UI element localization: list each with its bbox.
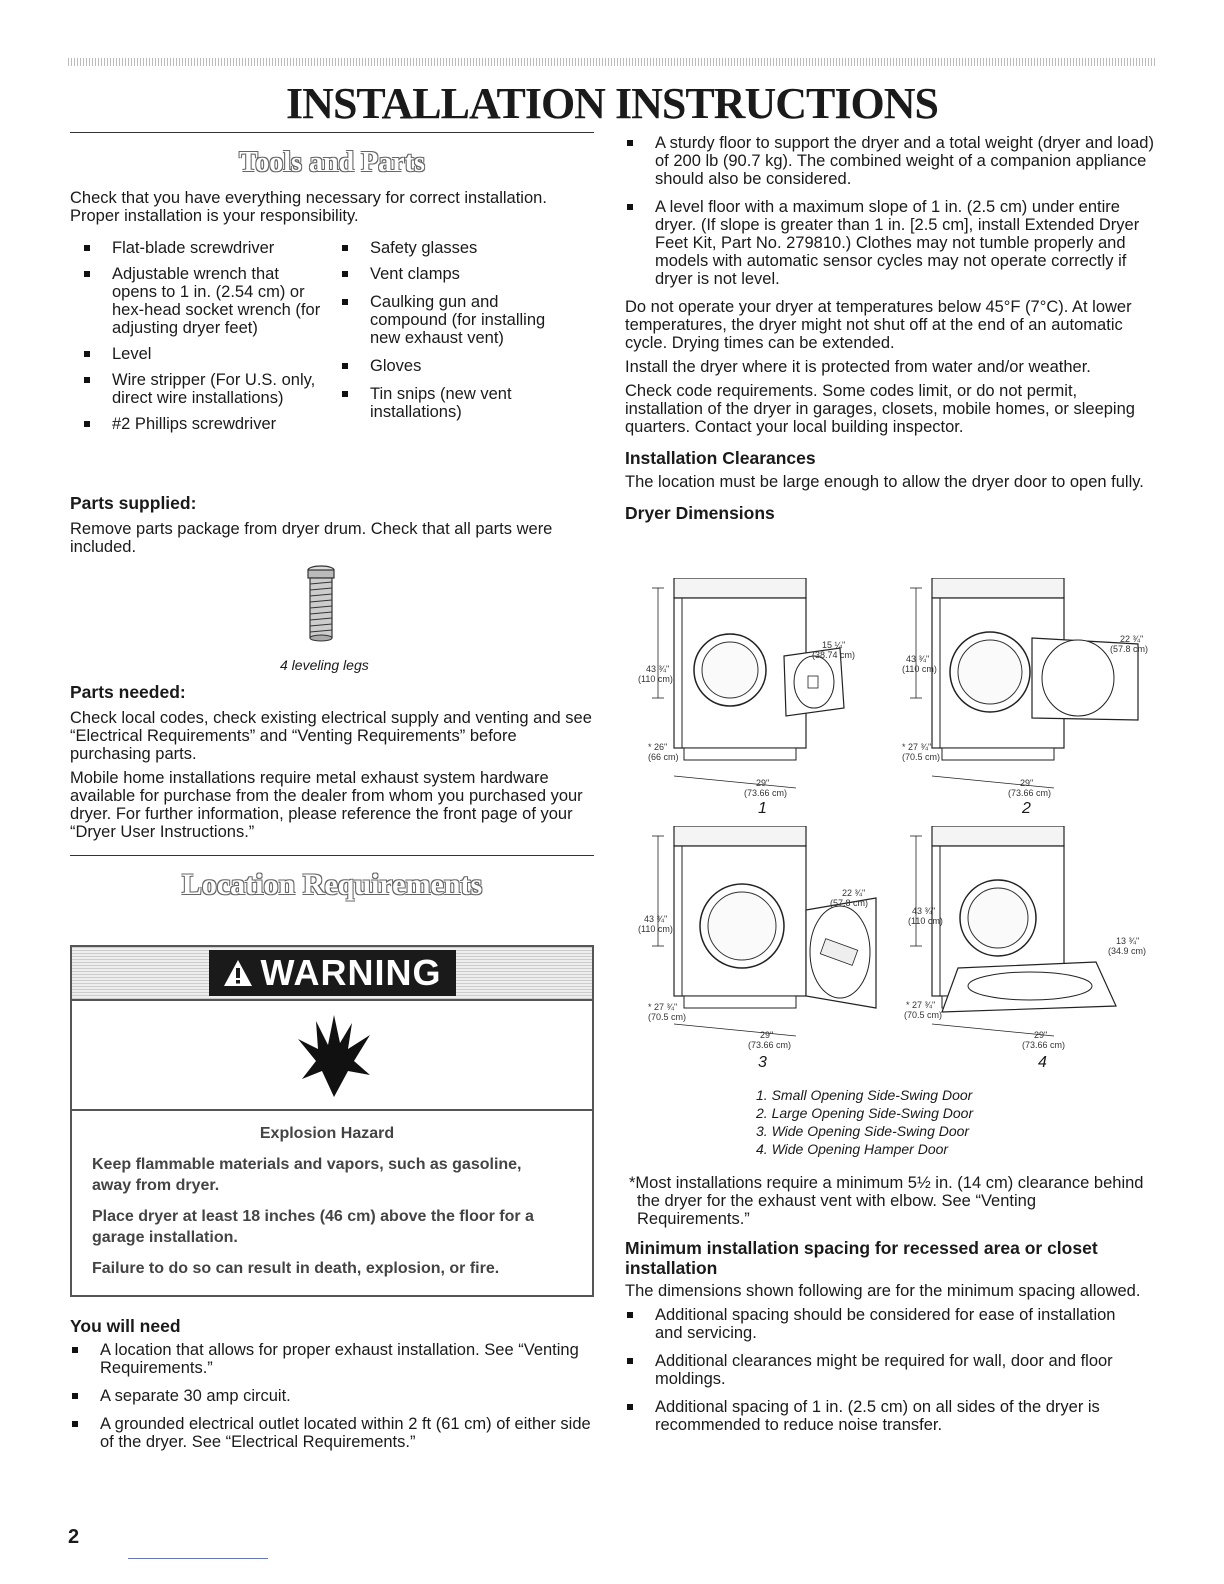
right-column — [625, 134, 1155, 524]
hazard-text — [72, 1111, 592, 1279]
parts-needed-text: Check local codes, check existing electrical supply and venting and see “Electrical Requirements” and “Venting Requirements” before purchasing parts. — [70, 709, 592, 763]
door-label: 22 ¾" — [1120, 634, 1144, 644]
top-rule — [68, 58, 1156, 66]
warning-box — [70, 945, 594, 1297]
list-item: A sturdy floor to support the dryer and a total weight (dryer and load) of 200 lb (90.7 kg). The combined weight of a companion appliance should also be considered. — [625, 134, 1155, 188]
warning-banner — [72, 947, 592, 1001]
list-item: A separate 30 amp circuit. — [70, 1387, 594, 1405]
height-label: 43 ¾" — [644, 914, 668, 924]
hazard-line: Place dryer at least 18 inches (46 cm) above the floor for a garage installation. — [92, 1208, 534, 1246]
legend-item: 4. Wide Opening Hamper Door — [756, 1141, 949, 1157]
list-item: Additional spacing should be considered for ease of installation and servicing. — [625, 1306, 1145, 1342]
location-heading: Location Requirements — [181, 868, 483, 901]
hazard-title: Explosion Hazard — [259, 1125, 395, 1142]
list-item: Additional spacing of 1 in. (2.5 cm) on all sides of the dryer is recommended to reduce noise transfer. — [625, 1398, 1145, 1434]
clearances-heading: Installation Clearances — [625, 448, 816, 468]
dryer-3-drawing — [644, 826, 894, 1041]
legend-item: 1. Small Opening Side-Swing Door — [756, 1087, 973, 1103]
list-item: A level floor with a maximum slope of 1 in. (2.5 cm) under entire dryer. (If slope is greater than 1 in. [2.5 cm], install Extended Dryer Feet Kit, Part No. 279810.) Clothes may not tumble properly and models with automatic sensor cycles may not operate correctly if dryer is not level. — [625, 198, 1155, 288]
door-cm-label: (34.9 cm) — [1108, 946, 1147, 956]
min-spacing-text: The dimensions shown following are for the minimum spacing allowed. — [625, 1282, 1141, 1300]
height-label: 43 ¾" — [906, 654, 930, 664]
width-label: 29" — [1020, 778, 1034, 788]
depth-label: * 27 ¾" — [648, 1002, 678, 1012]
protected-text: Install the dryer where it is protected from water and/or weather. — [625, 358, 1091, 376]
hazard-line: Keep flammable materials and vapors, such as gasoline, away from dryer. — [92, 1156, 522, 1194]
door-label: 13 ¾" — [1116, 936, 1140, 946]
height-cm-label: (110 cm) — [908, 916, 943, 926]
depth-label: * 27 ¾" — [906, 1000, 936, 1010]
page-number: 2 — [68, 1526, 80, 1548]
list-item: #2 Phillips screwdriver — [82, 415, 322, 433]
you-will-need-heading: You will need — [70, 1316, 181, 1336]
list-item: Flat-blade screwdriver — [82, 239, 322, 257]
list-item: Additional clearances might be required for wall, door and floor moldings. — [625, 1352, 1145, 1388]
temperature-text: Do not operate your dryer at temperatures below 45°F (7°C). At lower temperatures, the dryer might not shut off at the end of an automatic cycle. Drying times can be extended. — [625, 298, 1132, 352]
list-item: Tin snips (new vent installations) — [340, 385, 580, 421]
list-item: Gloves — [340, 357, 580, 375]
list-item: Adjustable wrench that opens to 1 in. (2.54 cm) or hex-head socket wrench (for adjusting dryer feet) — [82, 265, 322, 337]
height-cm-label: (110 cm) — [902, 664, 937, 674]
you-will-need-list — [70, 1341, 594, 1451]
depth-label: * 26" — [648, 742, 668, 752]
tools-heading: Tools and Parts — [239, 147, 425, 178]
warning-label: WARNING — [260, 952, 442, 993]
footnote: *Most installations require a minimum 5½ in. (14 cm) clearance behind the dryer for the exhaust vent with elbow. See “Venting Requirements.” — [629, 1174, 1144, 1228]
list-item: Level — [82, 345, 322, 363]
width-cm-label: (73.66 cm) — [1022, 1040, 1066, 1050]
list-item: A location that allows for proper exhaust installation. See “Venting Requirements.” — [70, 1341, 594, 1377]
divider — [70, 855, 594, 856]
width-label: 29" — [760, 1030, 774, 1040]
depth-cm-label: (70.5 cm) — [902, 752, 941, 762]
height-label: 43 ¾" — [646, 664, 670, 674]
list-item: Wire stripper (For U.S. only, direct wire installations) — [82, 371, 322, 407]
list-item: Caulking gun and compound (for installing new exhaust vent) — [340, 293, 580, 347]
dimensions-heading: Dryer Dimensions — [625, 503, 775, 523]
list-item: Vent clamps — [340, 265, 580, 283]
dryer-1-drawing — [644, 578, 894, 793]
door-label: 15 ¼" — [822, 640, 846, 650]
legend-item: 2. Large Opening Side-Swing Door — [756, 1105, 974, 1121]
mobile-home-text: Mobile home installations require metal exhaust system hardware available for purchase from the dealer from whom you purchased your dryer. For further information, please reference the front page of your “Dryer User Instructions.” — [70, 769, 583, 841]
door-label: 22 ¾" — [842, 888, 866, 898]
door-cm-label: (38.74 cm) — [812, 650, 856, 660]
depth-cm-label: (66 cm) — [648, 752, 679, 762]
depth-label: * 27 ¾" — [902, 742, 932, 752]
tools-left-list — [82, 239, 322, 433]
depth-cm-label: (70.5 cm) — [904, 1010, 943, 1020]
tools-list — [70, 239, 594, 487]
codes-text: Check code requirements. Some codes limit, or do not permit, installation of the dryer in garages, closets, mobile homes, or sleeping quarters. Contact your local building inspector. — [625, 382, 1135, 436]
dryer-diagram-2 — [902, 578, 1152, 818]
depth-cm-label: (70.5 cm) — [648, 1012, 687, 1022]
height-cm-label: (110 cm) — [638, 674, 673, 684]
page-title: INSTALLATION INSTRUCTIONS — [286, 79, 938, 128]
diagram-number: 2 — [1022, 800, 1031, 817]
leveling-leg-icon — [302, 564, 340, 642]
leveling-legs-figure — [70, 556, 594, 676]
diagram-number: 4 — [1038, 1054, 1047, 1071]
hazard-line: Failure to do so can result in death, explosion, or fire. — [92, 1260, 500, 1277]
hazard-icon-area — [72, 1001, 592, 1111]
warning-triangle-icon — [223, 959, 253, 987]
parts-supplied-text: Remove parts package from dryer drum. Check that all parts were included. — [70, 520, 553, 556]
divider — [70, 132, 594, 133]
width-label: 29" — [1034, 1030, 1048, 1040]
list-item: A grounded electrical outlet located within 2 ft (61 cm) of either side of the dryer. See “Electrical Requirements.” — [70, 1415, 594, 1451]
door-cm-label: (57.8 cm) — [1110, 644, 1149, 654]
min-spacing-heading: Minimum installation spacing for recessed area or closet installation — [625, 1238, 1098, 1278]
clearances-text: The location must be large enough to allow the dryer door to open fully. — [625, 473, 1144, 491]
parts-supplied-heading: Parts supplied: — [70, 493, 197, 513]
parts-needed-heading: Parts needed: — [70, 682, 186, 702]
width-cm-label: (73.66 cm) — [1008, 788, 1052, 798]
tools-intro: Check that you have everything necessary for correct installation. Proper installation is your responsibility. — [70, 189, 547, 225]
left-column — [70, 132, 594, 902]
height-label: 43 ¾" — [912, 906, 936, 916]
min-spacing-list — [625, 1306, 1145, 1434]
you-will-need-section — [70, 1316, 594, 1451]
diagram-number: 3 — [758, 1054, 767, 1071]
legend-item: 3. Wide Opening Side-Swing Door — [756, 1123, 970, 1139]
door-cm-label: (57.8 cm) — [830, 898, 869, 908]
width-cm-label: (73.66 cm) — [748, 1040, 792, 1050]
dryer-4-drawing — [902, 826, 1152, 1041]
diagram-legend — [756, 1086, 1056, 1158]
width-cm-label: (73.66 cm) — [744, 788, 788, 798]
width-label: 29" — [756, 778, 770, 788]
height-cm-label: (110 cm) — [638, 924, 673, 934]
footer-rule — [128, 1558, 268, 1559]
dryer-diagram-4 — [902, 826, 1152, 1076]
diagram-number: 1 — [758, 800, 767, 817]
dryer-diagram-3 — [638, 826, 894, 1076]
warning-title — [209, 950, 456, 996]
tools-right-list — [340, 239, 580, 421]
leveling-legs-caption: 4 leveling legs — [280, 657, 369, 673]
list-item: Safety glasses — [340, 239, 580, 257]
explosion-icon — [294, 1009, 374, 1101]
right-lower-section — [625, 1174, 1145, 1434]
floor-requirements-list — [625, 134, 1155, 288]
dryer-diagram-1 — [638, 578, 894, 818]
